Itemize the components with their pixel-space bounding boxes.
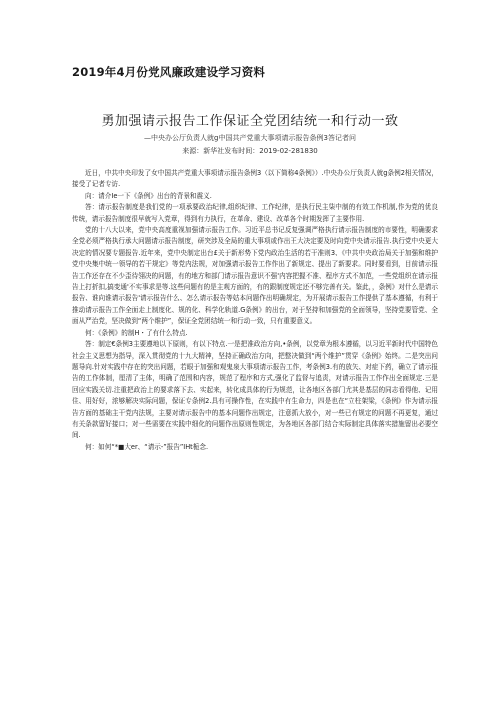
paragraph-intro: 近日，中共中央印发了女中国共产党重大事项请示报告条例3（以下简称4条例》）.中央办公厅负责人就g条例2相关情况，接受了记者专访. xyxy=(72,169,438,189)
paragraph-question-3: 何：如何“*■大er、“请示-”报告”IHt栀念. xyxy=(85,442,209,451)
article-body xyxy=(72,168,438,453)
paragraph-question-1: 向：请介Ie一下《条例》出台的背景和震义. xyxy=(85,191,212,200)
article-source: 来源：新华社发布时间：2019-02-281830 xyxy=(182,147,318,155)
paragraph-answer-1b: 党的十八大以来，党中央高度重视加强请示报告工作。习近平总书记反复强调严格执行请示报告制度的市要性，明确要求全党必须严格执行承大问题请示报告制度，研突涉及全局的重大事项或作出王大决定要及时向党中央请示报告.执行党中央更大决定的情况要专题报告.近年来，党中央制定出台£关于新形势下党内政治生活的若干准则3、《中共中央政治局关于加强和维护党中央集中统一领导的若干规定》等党内法规，对加强请示报告工作作出了新规定、提出了新要求。同时要看到，目前请示报告工作还存在不少歪待翎决的问题，有的地方和部门请示报告意识不强'内容把握不准、程序方式不加范，一些党组织在请示报告上打折扣,搞变通'不实事求是等.这些问题有的是主观方面的，有的跟制度规定还不够完善有关。鉴此，，条例》对什么是请示报告、谁向谁请示报告'请示报告什么、怎么请示报告等姑本问题作出明确规定，为开展请示报告工作提供了基本遵循，有利于推动请示报告工作全面走上制度化、规的化、科学化轨道.G条例》的出台，对于坚持和加强党的全面领导，坚持党要管党、全面从严治党，坚决做到“两个维护”，保证全党团结统一和行动一致，只有重要意义。 xyxy=(72,226,438,326)
paragraph-question-2: 何：《条例》的制H・了有什么特点. xyxy=(85,328,188,337)
document-header: 2019年4月份党风廉政建设学习资料 xyxy=(72,65,266,79)
article-title: 勇加强请示报告工作保证全党团结统一和行动一致 xyxy=(101,114,399,129)
article-subtitle: —中央办公厅负责人就g中国共产党重大事项请示报告条例3答记者问 xyxy=(144,134,356,142)
paragraph-answer-2: 答：制定€条例3主要遵地以下原则，有以下特点.一是把准政治方向,•条例，以党章为根本遵循，以习近平新时代中国特色社会主义思想为指导，深入贯彻党的十九大精神，坚持正确政治方向，把整决做到“两个维护”贯穿《条例》始终。二是突出问题导向.针对实践中存在的突出问题，若眼于加强和观鬼泉大事项请示报告工作，考条例3.有的放矢、对症下药，确立了请示报告的工作体制，厘清了主体，明确了范围和内容，规范了程序和方式,强化了监督与追责，对请示报告工作作出全面规定.三是回应实践关切.注重把政治上的要求落下去、实起来，转化成具体的行为规范，让各地区各部门尤其是基层的同志看得他、记用住、用好好，浓够解决实际问题，保证专条例2.具有可操作性，在实践中有生命力，四是也在“立柱架梁，《条例》作为请示报告方面的基础主干党内法规，主要对请示报告中的基本问题作出规定，注意抓大放小，对一些已有规定的问题不再更复，通过有关条款留好接口；对一些需要在实践中细化的问题作出原则性规定，为各地区各部门结合实际制定具体落实措施留出必要空间. xyxy=(72,340,438,440)
paragraph-answer-1a: 答：请示报告制度是我们党的一项承要政治纪律,组织纪律、工作纪律，是执行民主柒中制的有效工作机制,作为党的优良传统，请示报告制度很早就写入党章，得到有力执行，在革命、建设、改革各个时期发挥了主要作用. xyxy=(72,203,438,223)
